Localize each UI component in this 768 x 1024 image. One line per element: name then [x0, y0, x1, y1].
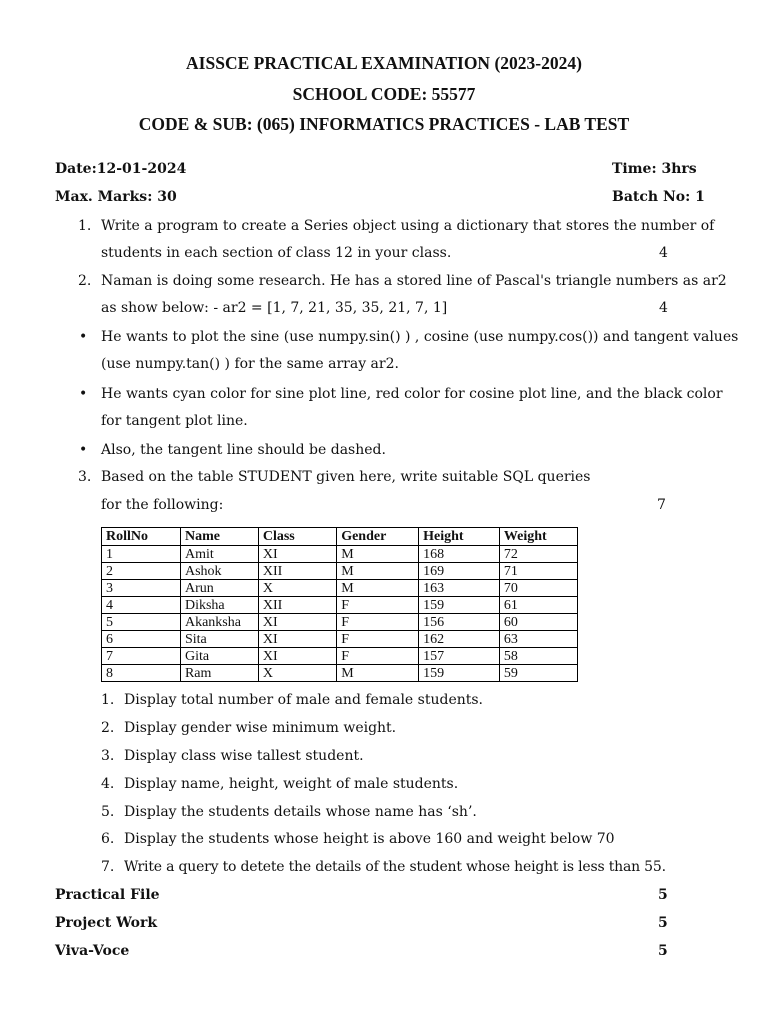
- table-cell: M: [337, 546, 419, 563]
- query-5-text: Display the students details whose name has ‘sh’.: [124, 804, 477, 820]
- table-cell: 168: [419, 546, 500, 563]
- table-cell: F: [337, 614, 419, 631]
- column-header: Gender: [337, 528, 419, 546]
- question-3-number: 3.: [78, 469, 92, 485]
- viva-voce-label: Viva-Voce: [55, 943, 130, 959]
- subject-title: CODE & SUB: (065) INFORMATICS PRACTICES - LAB TEST: [138, 114, 630, 134]
- table-cell: Sita: [180, 631, 258, 648]
- table-cell: 61: [499, 597, 577, 614]
- exam-date: Date:12-01-2024: [55, 161, 187, 177]
- table-cell: 59: [499, 665, 577, 682]
- table-cell: XI: [258, 648, 336, 665]
- table-cell: X: [258, 665, 336, 682]
- table-cell: Arun: [180, 580, 258, 597]
- table-cell: 5: [102, 614, 181, 631]
- question-2-line2: as show below: - ar2 = [1, 7, 21, 35, 35, 21, 7, 1]: [101, 300, 448, 316]
- question-2-line1: Naman is doing some research. He has a stored line of Pascal's triangle numbers as ar2: [101, 273, 727, 289]
- question-1-number: 1.: [78, 218, 92, 234]
- question-3-line2: for the following:: [101, 497, 224, 513]
- table-cell: Gita: [180, 648, 258, 665]
- query-1-text: Display total number of male and female students.: [124, 692, 484, 708]
- table-row: [102, 597, 578, 614]
- column-header: RollNo: [102, 528, 181, 546]
- table-cell: Ashok: [180, 563, 258, 580]
- bullet-icon: •: [79, 442, 88, 458]
- query-6-text: Display the students whose height is above 160 and weight below 70: [124, 831, 615, 847]
- table-cell: 71: [499, 563, 577, 580]
- school-code: SCHOOL CODE: 55577: [292, 84, 476, 104]
- table-cell: XI: [258, 614, 336, 631]
- table-cell: 156: [419, 614, 500, 631]
- question-1-line1: Write a program to create a Series object using a dictionary that stores the number of: [101, 218, 715, 234]
- column-header: Weight: [499, 528, 577, 546]
- query-7-number: 7.: [101, 859, 115, 875]
- batch-number: Batch No: 1: [612, 189, 705, 205]
- table-row: [102, 563, 578, 580]
- project-work-marks: 5: [658, 915, 668, 931]
- table-cell: 63: [499, 631, 577, 648]
- table-cell: 157: [419, 648, 500, 665]
- table-row: [102, 648, 578, 665]
- table-cell: X: [258, 580, 336, 597]
- question-2-marks: 4: [659, 300, 668, 316]
- query-6-number: 6.: [101, 831, 115, 847]
- query-7-text: Write a query to detete the details of the student whose height is less than 55.: [124, 859, 666, 875]
- table-cell: 70: [499, 580, 577, 597]
- table-cell: XI: [258, 546, 336, 563]
- table-cell: 72: [499, 546, 577, 563]
- query-2-number: 2.: [101, 720, 115, 736]
- table-cell: F: [337, 597, 419, 614]
- table-cell: F: [337, 648, 419, 665]
- student-table: [101, 527, 578, 682]
- question-2-bullet-1-line1: He wants to plot the sine (use numpy.sin() ) , cosine (use numpy.cos()) and tangent values: [101, 329, 739, 345]
- question-1-marks: 4: [659, 245, 668, 261]
- table-cell: F: [337, 631, 419, 648]
- question-2-bullet-3-line1: Also, the tangent line should be dashed.: [101, 442, 386, 458]
- question-2-bullet-2-line1: He wants cyan color for sine plot line, red color for cosine plot line, and the black color: [101, 386, 723, 402]
- table-cell: 7: [102, 648, 181, 665]
- exam-title: AISSCE PRACTICAL EXAMINATION (2023-2024): [186, 53, 582, 73]
- table-cell: 2: [102, 563, 181, 580]
- question-1-line2: students in each section of class 12 in your class.: [101, 245, 452, 261]
- table-cell: 163: [419, 580, 500, 597]
- table-cell: 159: [419, 597, 500, 614]
- bullet-icon: •: [79, 329, 88, 345]
- viva-voce-marks: 5: [658, 943, 668, 959]
- table-cell: M: [337, 665, 419, 682]
- table-cell: 3: [102, 580, 181, 597]
- bullet-icon: •: [79, 386, 88, 402]
- table-cell: 58: [499, 648, 577, 665]
- table-cell: Diksha: [180, 597, 258, 614]
- question-2-number: 2.: [78, 273, 92, 289]
- table-row: [102, 580, 578, 597]
- table-row: [102, 631, 578, 648]
- table-cell: Ram: [180, 665, 258, 682]
- table-cell: M: [337, 580, 419, 597]
- table-cell: 162: [419, 631, 500, 648]
- table-cell: XII: [258, 563, 336, 580]
- practical-file-label: Practical File: [55, 887, 160, 903]
- exam-time: Time: 3hrs: [612, 161, 697, 177]
- query-4-number: 4.: [101, 776, 115, 792]
- table-cell: 6: [102, 631, 181, 648]
- table-cell: 60: [499, 614, 577, 631]
- question-2-bullet-2-line2: for tangent plot line.: [101, 413, 248, 429]
- table-cell: XII: [258, 597, 336, 614]
- table-header-row: [102, 528, 578, 546]
- table-cell: 1: [102, 546, 181, 563]
- question-3-marks: 7: [657, 497, 666, 513]
- table-row: [102, 614, 578, 631]
- table-cell: 8: [102, 665, 181, 682]
- column-header: Name: [180, 528, 258, 546]
- query-3-text: Display class wise tallest student.: [124, 748, 364, 764]
- query-4-text: Display name, height, weight of male students.: [124, 776, 459, 792]
- question-3-line1: Based on the table STUDENT given here, write suitable SQL queries: [101, 469, 591, 485]
- table-row: [102, 665, 578, 682]
- table-cell: 169: [419, 563, 500, 580]
- table-cell: 159: [419, 665, 500, 682]
- table-cell: Amit: [180, 546, 258, 563]
- query-3-number: 3.: [101, 748, 115, 764]
- table-cell: M: [337, 563, 419, 580]
- query-1-number: 1.: [101, 692, 115, 708]
- column-header: Class: [258, 528, 336, 546]
- max-marks: Max. Marks: 30: [55, 189, 177, 205]
- query-2-text: Display gender wise minimum weight.: [124, 720, 397, 736]
- practical-file-marks: 5: [658, 887, 668, 903]
- column-header: Height: [419, 528, 500, 546]
- query-5-number: 5.: [101, 804, 115, 820]
- question-2-bullet-1-line2: (use numpy.tan() ) for the same array ar2.: [101, 356, 399, 372]
- table-row: [102, 546, 578, 563]
- table-cell: Akanksha: [180, 614, 258, 631]
- table-cell: XI: [258, 631, 336, 648]
- project-work-label: Project Work: [55, 915, 158, 931]
- table-cell: 4: [102, 597, 181, 614]
